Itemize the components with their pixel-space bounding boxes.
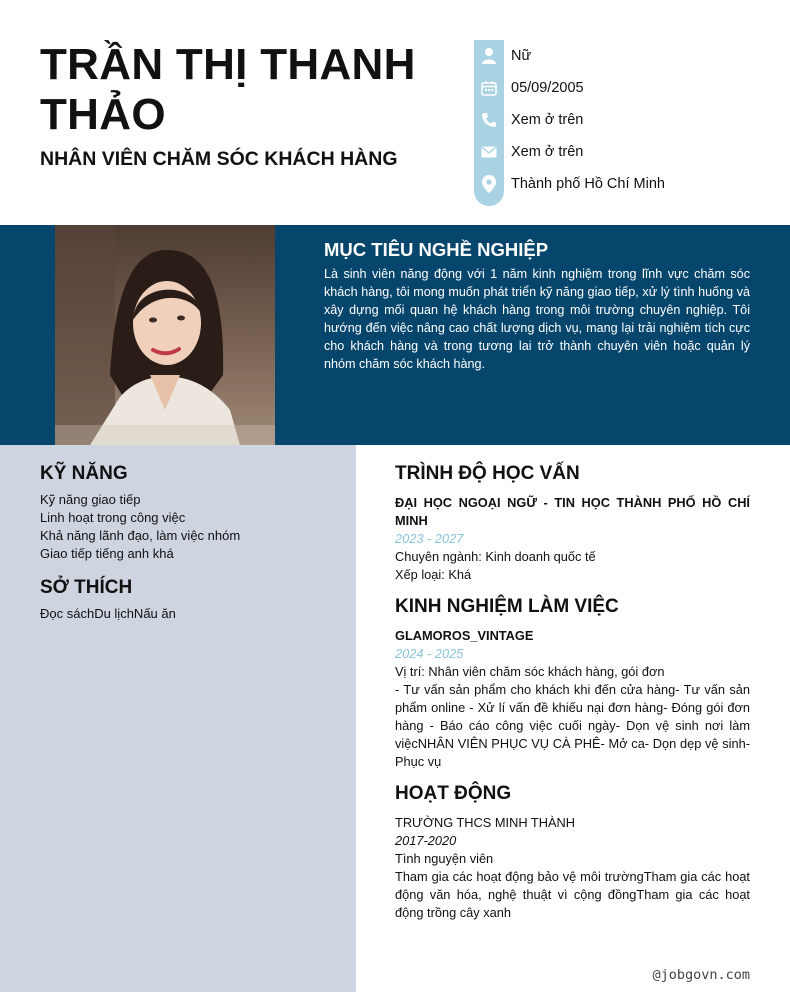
hobbies-text: Đọc sáchDu lịchNấu ăn [40, 606, 176, 621]
contact-gender [474, 40, 774, 72]
skill-item: Giao tiếp tiếng anh khá [40, 546, 174, 561]
candidate-name: TRẦN THỊ THANH THẢO [40, 40, 416, 139]
profile-photo [55, 225, 275, 445]
activities-description: Tham gia các hoạt động bảo vệ môi trườngTham gia các hoạt động văn hóa, nghệ thuật vì cộng đồngTham gia các hoạt động trồng cây xanh [395, 869, 750, 920]
activities-section [395, 783, 750, 922]
location-pin-icon [474, 168, 504, 200]
skill-item: Kỹ năng giao tiếp [40, 492, 141, 507]
skills-title: KỸ NĂNG [40, 463, 128, 484]
education-major: Chuyên ngành: Kinh doanh quốc tế [395, 549, 596, 564]
objective-title: MỤC TIÊU NGHỀ NGHIỆP [324, 239, 549, 260]
experience-position: Vị trí: Nhân viên chăm sóc khách hàng, gói đơn [395, 664, 665, 679]
skills-section [40, 463, 340, 563]
dob-value: 05/09/2005 [511, 80, 584, 96]
contact-address [474, 168, 774, 200]
activities-organization: TRƯỜNG THCS MINH THÀNH [395, 815, 575, 830]
education-section [395, 463, 750, 584]
contact-dob [474, 72, 774, 104]
calendar-icon [474, 72, 504, 104]
activities-period: 2017-2020 [395, 833, 457, 848]
email-value: Xem ở trên [511, 144, 584, 160]
experience-description: - Tư vấn sản phẩm cho khách khi đến cửa hàng- Tư vấn sản phẩm online - Xử lí vấn đề khiếu nại đơn hàng- Đóng gói đơn hàng - Báo cáo công việc cuối ngày- Dọn vệ sinh nơi làm việcNHÂN VIÊN PHỤC VỤ CÀ PHÊ- Mở ca- Dọn dẹp vệ sinh- Phục vụ [395, 682, 750, 769]
education-school: ĐẠI HỌC NGOẠI NGỮ - TIN HỌC THÀNH PHỐ HỒ CHÍ MINH [395, 495, 750, 528]
skill-item: Linh hoạt trong công việc [40, 510, 186, 525]
left-column-content [40, 463, 340, 623]
contact-email [474, 136, 774, 168]
address-value: Thành phố Hồ Chí Minh [511, 176, 665, 192]
right-column-content [395, 463, 750, 934]
activities-role: Tình nguyện viên [395, 851, 494, 866]
experience-period: 2024 - 2025 [395, 646, 464, 661]
education-grade: Xếp loại: Khá [395, 567, 472, 582]
mail-icon [474, 136, 504, 168]
hobbies-title: SỞ THÍCH [40, 577, 133, 598]
candidate-job-title: NHÂN VIÊN CHĂM SÓC KHÁCH HÀNG [40, 148, 398, 170]
phone-icon [474, 104, 504, 136]
education-period: 2023 - 2027 [395, 531, 464, 546]
phone-value: Xem ở trên [511, 112, 584, 128]
objective-text: Là sinh viên năng động với 1 năm kinh nghiệm trong lĩnh vực chăm sóc khách hàng, tôi mong muốn phát triển kỹ năng giao tiếp, xử lý tình huống và xây dựng mối quan hệ khách hàng trong môi trường chuyên nghiệp. Tôi hướng đến việc nâng cao chất lượng dịch vụ, mang lại trải nghiệm tích cực cho khách hàng và trong tương lai trở thành chuyên viên hoặc quản lý nhóm chăm sóc khách hàng. [324, 267, 750, 371]
contact-phone [474, 104, 774, 136]
experience-section [395, 596, 750, 771]
person-icon [474, 40, 504, 72]
hobbies-section [40, 577, 340, 623]
experience-title: KINH NGHIỆM LÀM VIỆC [395, 596, 619, 617]
activities-title: HOẠT ĐỘNG [395, 783, 512, 804]
education-title: TRÌNH ĐỘ HỌC VẤN [395, 463, 580, 484]
skill-item: Khả năng lãnh đạo, làm việc nhóm [40, 528, 241, 543]
gender-value: Nữ [511, 48, 532, 64]
experience-company: GLAMOROS_VINTAGE [395, 628, 534, 643]
site-watermark: @jobgovn.com [652, 967, 750, 983]
